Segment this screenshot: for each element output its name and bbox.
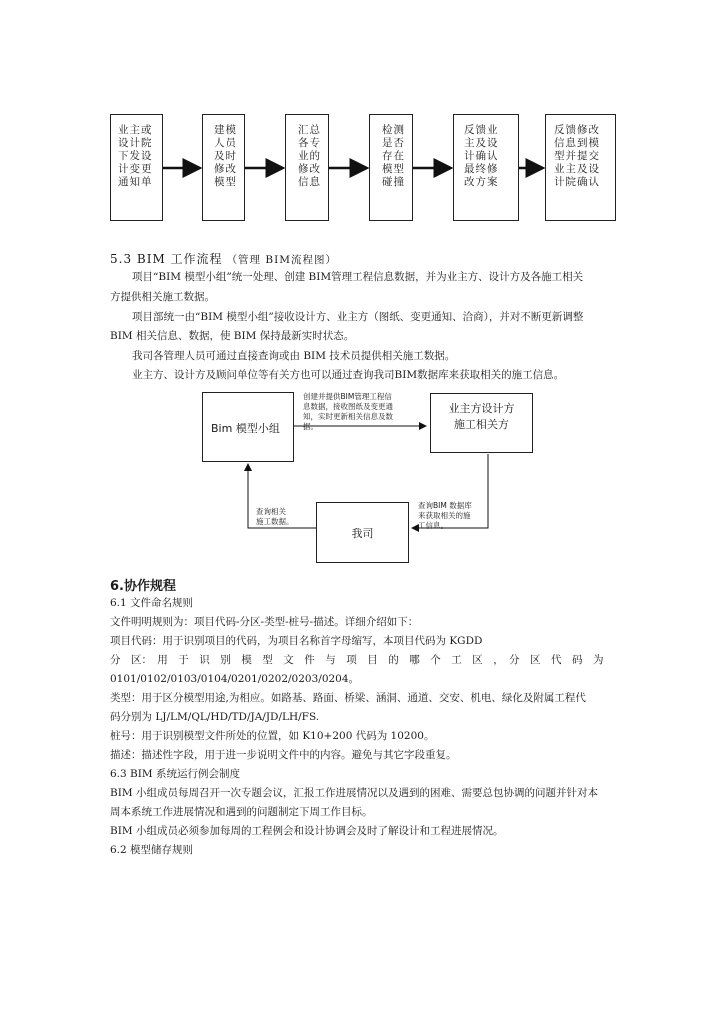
paragraph-text: BIM 相关信息、数据，使 BIM 保持最新实时状态。	[110, 330, 355, 342]
subsection-6-3-heading: 6.3 BIM 系统运行例会制度	[110, 768, 240, 780]
owner-parties-box	[430, 393, 533, 453]
note-query-data: 查询相关 施工数据。	[256, 507, 294, 526]
company-label: 我司	[351, 527, 374, 540]
owner-label-line2: 施工相关方	[454, 418, 509, 431]
paragraph-text: 我司各管理人员可通过直接查询或由 BIM 技术员提供相关施工数据。	[132, 350, 456, 362]
paragraph-text: 文件明明规则为：项目代码-分区-类型-桩号-描述。详细介绍如下：	[110, 616, 419, 628]
flow-box-clash-check: 检测 是否 存在 模型 碰撞	[369, 114, 413, 221]
paragraph-text: 业主方、设计方及顾问单位等有关方也可以通过查询我司BIM数据库来获取相关的施工信息。	[132, 369, 565, 381]
flow-box-collect-info: 汇总 各专 业的 修改 信息	[285, 114, 329, 221]
subsection-6-1-heading: 6.1 文件命名规则	[110, 597, 194, 609]
paragraph-text: BIM 小组成员必须参加每周的工程例会和设计协调会及时了解设计和工程进展情况。	[110, 825, 504, 837]
section-5-3-heading: 5.3 BIM 工作流程 （管理 BIM流程图）	[110, 252, 338, 266]
paragraph-text: 分 区： 用 于 识 别 模 型 文 件 与 项 目 的 哪 个 工 区 ， 分 区 代 码 为	[110, 654, 604, 666]
paragraph-text: 0101/0102/0103/0104/0201/0202/0203/0204。	[110, 673, 360, 685]
flow-box-feedback-plan: 反馈业 主及设 计确认 最终修 改方案	[453, 114, 519, 221]
paragraph-text: 项目部统一由“BIM 模型小组”接收设计方、业主方（图纸、变更通知、洽商），并对不断更新调整	[132, 311, 584, 323]
bim-group-label: Bim 模型小组	[211, 422, 280, 435]
flow-box-submit-confirm: 反馈修改 信息到模 型并提交 业主及设 计院确认	[545, 114, 616, 221]
paragraph-text: 项目“BIM 模型小组”统一处理、创建 BIM管理工程信息数据，并为业主方、设计方及各施工相关	[132, 271, 584, 283]
bim-group-box	[202, 392, 294, 462]
section-6-heading: 6.协作规程	[110, 579, 176, 594]
flow-box-owner-notice: 业主或 设计院 下发设 计变更 通知单	[110, 114, 163, 221]
note-query-db: 查询BIM 数据库 来获取相关的施 工信息。	[418, 501, 472, 530]
subsection-6-2-heading: 6.2 模型储存规则	[110, 844, 194, 856]
paragraph-text: 方提供相关施工数据。	[110, 291, 215, 303]
flow-box-modify-model: 建模 人员 及时 修改 模型	[202, 114, 245, 221]
paragraph-text: 项目代码：用于识别项目的代码，为项目名称首字母缩写，本项目代码为 KGDD	[110, 635, 483, 647]
paragraph-text: 周本系统工作进展情况和遇到的问题制定下周工作目标。	[110, 806, 373, 818]
company-box	[316, 502, 409, 563]
note-create-data: 创建并提供BIM管理工程信 息数据，接收图纸及变更通 知，实时更新相关信息及数 据。	[303, 392, 393, 431]
paragraph-text: 类型：用于区分模型用途,为相应。如路基、路面、桥梁、涵洞、通道、交安、机电、绿化及附属工程代	[110, 692, 586, 704]
paragraph-text: 码分别为 LJ/LM/QL/HD/TD/JA/JD/LH/FS.	[110, 711, 320, 723]
paragraph-text: 描述：描述性字段，用于进一步说明文件中的内容。避免与其它字段重复。	[110, 749, 457, 761]
owner-label-line1: 业主方设计方	[448, 402, 515, 415]
paragraph-text: BIM 小组成员每周召开一次专题会议，汇报工作进展情况以及遇到的困难、需要总包协调的问题并针对本	[110, 787, 598, 799]
paragraph-text: 桩号：用于识别模型文件所处的位置，如 K10+200 代码为 10200。	[110, 730, 435, 742]
